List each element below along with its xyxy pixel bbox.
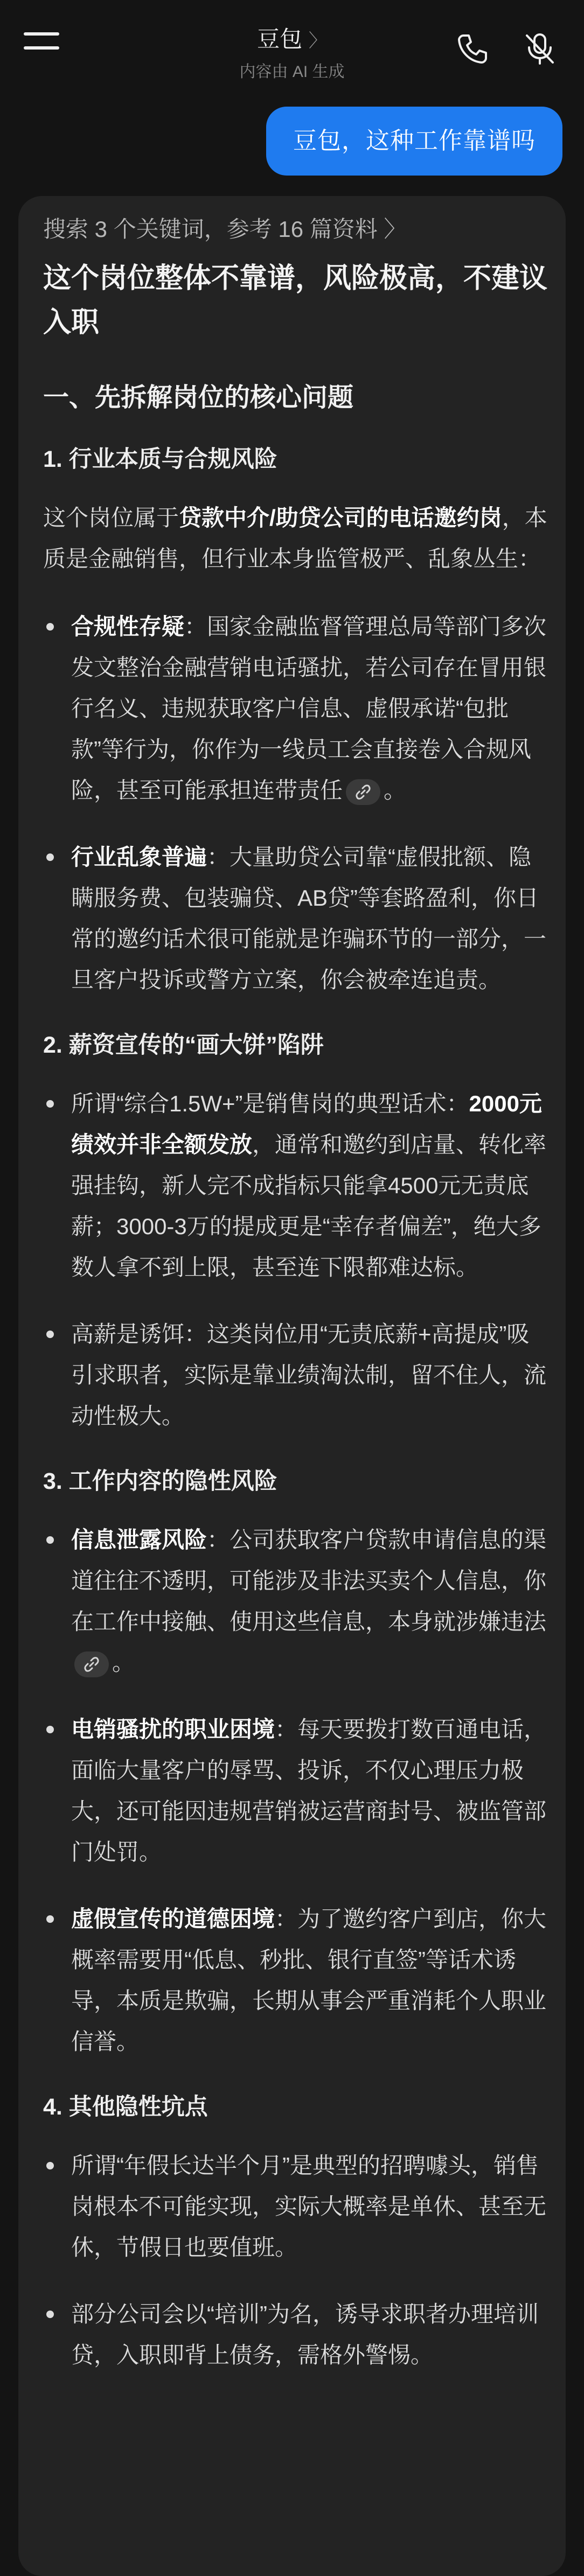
bullet-dot bbox=[46, 2162, 54, 2169]
text: 所谓“综合1.5W+”是销售岗的典型话术： bbox=[71, 1091, 469, 1116]
chevron-right-icon[interactable]: 〉 bbox=[308, 31, 327, 51]
bold-text: 贷款中介/助贷公司的电话邀约岗 bbox=[179, 505, 502, 530]
sub-heading: 1. 行业本质与合规风险 bbox=[43, 446, 277, 472]
bold-text: 电销骚扰的职业困境 bbox=[71, 1717, 275, 1742]
bullet-dot bbox=[46, 1726, 54, 1733]
list-item bbox=[43, 1709, 550, 1873]
link-icon[interactable] bbox=[74, 1651, 109, 1677]
text: ：大量助贷公司靠“虚假批额、隐瞒服务费、包装骗贷、AB贷”等套路盈利，你日常的邀约话术很可能就是诈骗环节的一部分，一旦客户投诉或警方立案，你会被牵连追责。 bbox=[71, 844, 547, 992]
text: 。 bbox=[384, 778, 407, 803]
text: ：每天要拨打数百通电话，面临大量客户的辱骂、投诉，不仅心理压力极大，还可能因违规营销被运营商封号、被监管部门处罚。 bbox=[71, 1717, 547, 1865]
text: ，本质是金融销售，但行业本身监管极严、乱象丛生： bbox=[43, 505, 547, 571]
text: 高薪是诱饵：这类岗位用“无责底薪+高提成”吸引求职者，实际是靠业绩淘汰制，留不住人，流动性极大。 bbox=[71, 1321, 547, 1429]
text: 所谓“年假长达半个月”是典型的招聘噱头，销售岗根本不可能实现，实际大概率是单休、甚至无休，节假日也要值班。 bbox=[71, 2153, 547, 2260]
bullet-dot bbox=[46, 1915, 54, 1923]
bullet-dot bbox=[46, 1536, 54, 1544]
list-item bbox=[43, 837, 550, 1000]
text: ：为了邀约客户到店，你大概率需要用“低息、秒批、银行直签”等话术诱导，本质是欺骗，长期从事会严重消耗个人职业信誉。 bbox=[71, 1906, 547, 2054]
answer-headline: 这个岗位整体不靠谱，风险极高，不建议入职 bbox=[43, 263, 548, 338]
mute-icon[interactable] bbox=[523, 31, 557, 66]
chevron-right-icon[interactable]: 〉 bbox=[384, 216, 407, 242]
search-summary-link[interactable] bbox=[43, 210, 550, 249]
answer-content bbox=[43, 210, 550, 2402]
chat-title-area[interactable] bbox=[0, 22, 584, 82]
chat-title-text[interactable]: 豆包 bbox=[257, 26, 303, 52]
list-item bbox=[43, 1520, 550, 1683]
bold-text: 信息泄露风险 bbox=[71, 1527, 207, 1552]
bold-text: 行业乱象普遍 bbox=[71, 844, 207, 870]
link-icon[interactable] bbox=[346, 779, 380, 805]
user-message-bubble[interactable]: 豆包，这种工作靠谱吗 bbox=[266, 107, 562, 176]
sub-heading: 2. 薪资宣传的“画大饼”陷阱 bbox=[43, 1032, 324, 1058]
list-item bbox=[43, 606, 550, 811]
text: 。 bbox=[112, 1650, 135, 1675]
text: ，通常和邀约到店量、转化率强挂钩，新人完不成指标只能拿4500元无责底薪；3000-3万的提成更是“幸存者偏差”，绝大多数人拿不到上限，甚至连下限都难达标。 bbox=[71, 1132, 547, 1280]
bullet-dot bbox=[46, 2311, 54, 2318]
bold-text: 2000元绩效并非全额发放 bbox=[71, 1091, 542, 1157]
search-summary-text[interactable]: 搜索 3 个关键词，参考 16 篇资料 bbox=[43, 216, 378, 242]
list-item bbox=[43, 1899, 550, 2062]
bullet-dot bbox=[46, 1100, 54, 1108]
assistant-answer-card bbox=[18, 196, 566, 2576]
list-item bbox=[43, 1314, 550, 1437]
text: 这个岗位属于 bbox=[43, 505, 179, 530]
text: ：国家金融监督管理总局等部门多次发文整治金融营销电话骚扰，若公司存在冒用银行名义、违规获取客户信息、虚假承诺“包批款”等行为，你作为一线员工会直接卷入合规风险，甚至可能承担连带责任 bbox=[71, 614, 547, 803]
sub-heading: 4. 其他隐性坑点 bbox=[43, 2094, 208, 2120]
sub-heading: 3. 工作内容的隐性风险 bbox=[43, 1468, 277, 1494]
bullet-dot bbox=[46, 623, 54, 631]
section-heading: 一、先拆解岗位的核心问题 bbox=[43, 383, 354, 412]
ai-generated-notice: 内容由 AI 生成 bbox=[239, 63, 345, 81]
text: ：公司获取客户贷款申请信息的渠道往往不透明，可能涉及非法买卖个人信息，你在工作中接触、使用这些信息，本身就涉嫌违法 bbox=[71, 1527, 547, 1634]
phone-icon[interactable] bbox=[455, 31, 489, 66]
chat-title bbox=[0, 22, 584, 54]
bold-text: 虚假宣传的道德困境 bbox=[71, 1906, 275, 1931]
bullet-dot bbox=[46, 853, 54, 861]
text: 部分公司会以“培训”为名，诱导求职者办理培训贷，入职即背上债务，需格外警惕。 bbox=[71, 2301, 539, 2368]
top-bar bbox=[0, 0, 584, 86]
list-item bbox=[43, 2145, 550, 2268]
list-item bbox=[43, 1083, 550, 1288]
list-item bbox=[43, 2294, 550, 2376]
bold-text: 合规性存疑 bbox=[71, 614, 185, 639]
bullet-dot bbox=[46, 1331, 54, 1338]
paragraph bbox=[43, 498, 550, 579]
